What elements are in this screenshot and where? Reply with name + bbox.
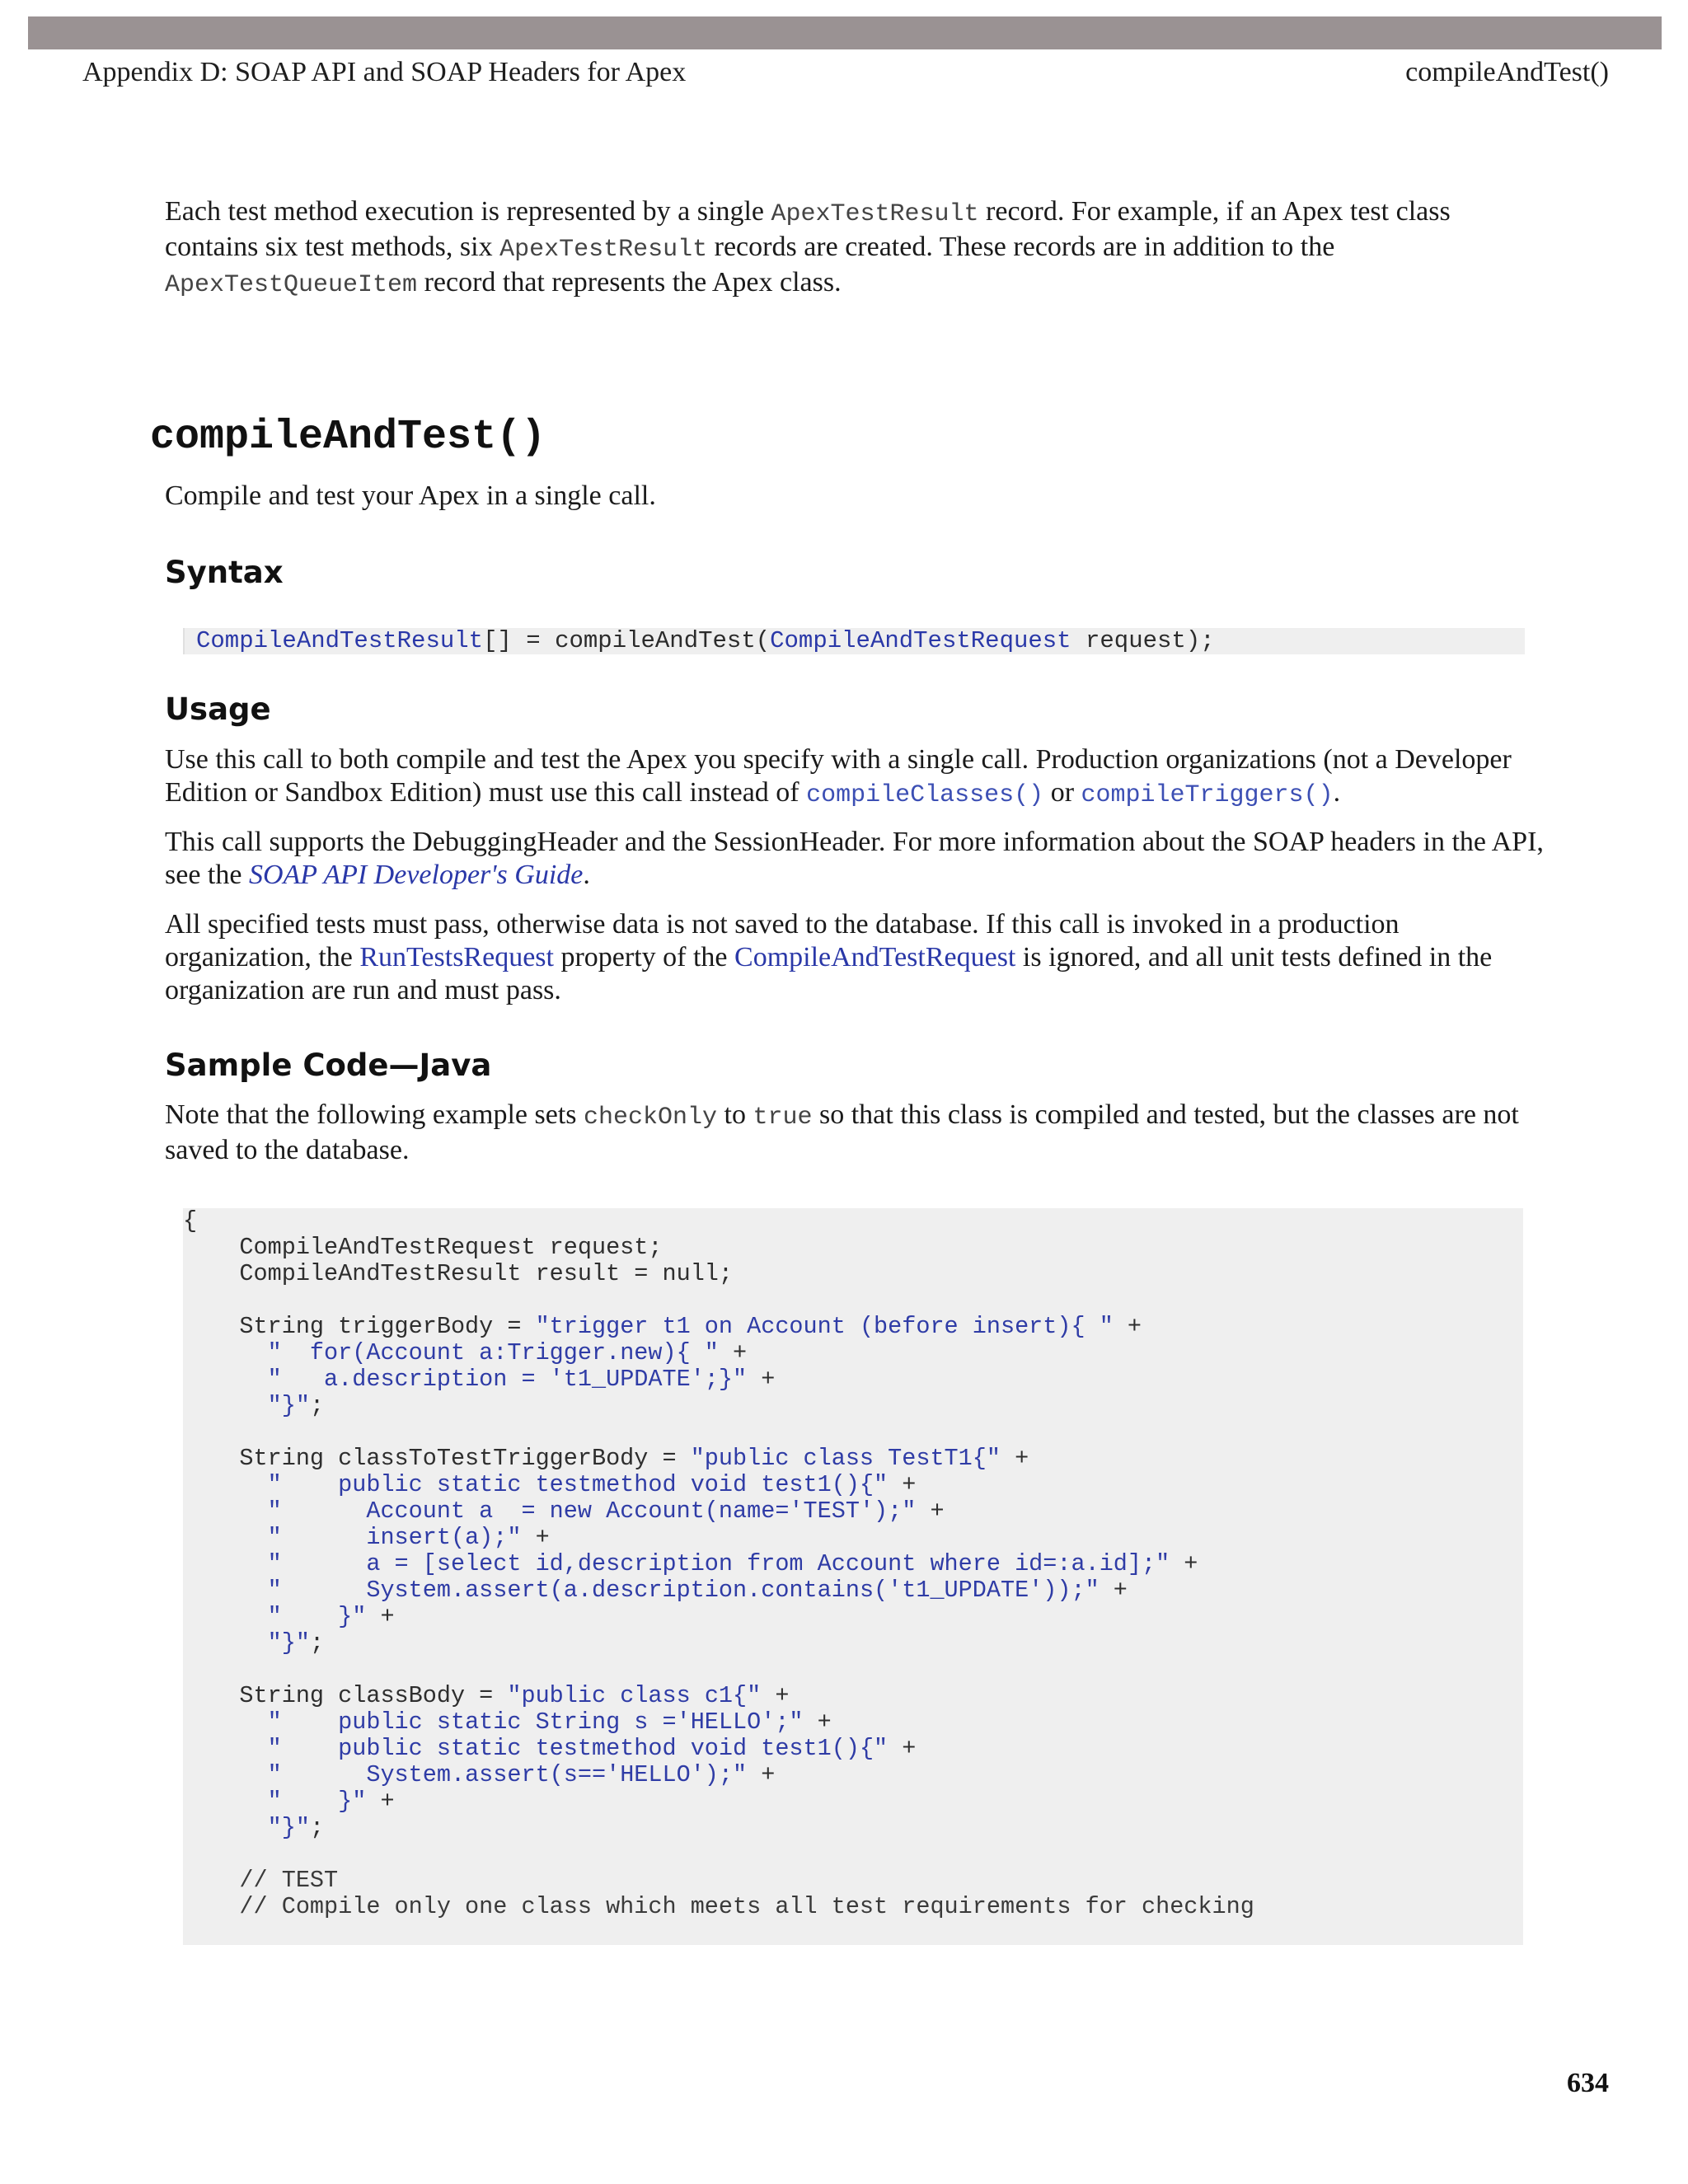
code-text: + <box>366 1788 395 1815</box>
code-text <box>183 1550 268 1577</box>
usage-p3-text-a: All specified tests must pass, otherwise data is not saved to the database. If this call is invoked in a production organization, the <box>165 909 1400 972</box>
syntax-mid: [] = compileAndTest( <box>483 627 771 654</box>
code-line <box>183 1709 1254 1736</box>
code-text: + <box>718 1339 748 1366</box>
code-text <box>183 1524 268 1551</box>
code-text: + <box>888 1735 917 1762</box>
usage-paragraph-2 <box>165 826 1550 892</box>
code-line <box>183 1208 1254 1235</box>
code-line <box>183 1788 1254 1815</box>
code-string: " Account a = new Account(name='TEST');" <box>267 1497 917 1525</box>
code-line <box>183 1841 1254 1868</box>
code-line <box>183 1815 1254 1841</box>
code-apextestresult: ApexTestResult <box>771 200 979 228</box>
code-apextestresult-2: ApexTestResult <box>499 236 708 264</box>
code-text: String classBody = <box>183 1682 508 1709</box>
code-line <box>183 1235 1254 1261</box>
code-text <box>183 1735 268 1762</box>
code-line <box>183 1762 1254 1788</box>
code-line <box>183 1657 1254 1683</box>
code-line <box>183 1498 1254 1525</box>
code-string: "trigger t1 on Account (before insert){ " <box>535 1313 1114 1340</box>
link-soap-api-developers-guide[interactable]: SOAP API Developer's Guide <box>248 860 584 890</box>
sample-text-c: so that this class is compiled and tested, but the classes are not saved to the database. <box>165 1099 1519 1165</box>
code-text: String classToTestTriggerBody = <box>183 1445 691 1472</box>
code-line <box>183 1525 1254 1551</box>
usage-paragraph-3 <box>165 908 1550 1007</box>
code-text <box>183 1708 268 1736</box>
code-line <box>183 1366 1254 1393</box>
code-string: "}" <box>267 1392 310 1419</box>
code-text: ; <box>309 1629 325 1657</box>
intro-text-a: Each test method execution is represented by a single <box>165 196 771 227</box>
code-string: "public class TestT1{" <box>690 1445 1001 1472</box>
running-header-chapter: Appendix D: SOAP API and SOAP Headers for Apex <box>82 57 687 87</box>
usage-p3-text-b: property of the <box>553 942 735 972</box>
code-text: CompileAndTestResult result = null; <box>183 1260 734 1287</box>
code-line <box>183 1261 1254 1287</box>
code-comment: // TEST <box>183 1867 339 1894</box>
code-string: " public static testmethod void test1(){" <box>267 1471 889 1498</box>
code-string: " public static testmethod void test1(){" <box>267 1735 889 1762</box>
code-string: " a = [select id,description from Account where id=:a.id];" <box>267 1550 1170 1577</box>
code-text <box>183 1577 268 1604</box>
code-text: + <box>803 1708 832 1736</box>
code-text: + <box>1170 1550 1198 1577</box>
sample-code-heading: Sample Code—Java <box>165 1047 492 1083</box>
code-string: " System.assert(a.description.contains('t1_UPDATE'));" <box>267 1577 1100 1604</box>
page-subtitle: Compile and test your Apex in a single call. <box>165 480 656 511</box>
code-line <box>183 1868 1254 1894</box>
code-checkonly: checkOnly <box>584 1104 718 1132</box>
link-compileandtestrequest-usage[interactable]: CompileAndTestRequest <box>734 942 1016 972</box>
sample-code-paragraph <box>165 1099 1550 1167</box>
code-string: "}" <box>267 1629 310 1657</box>
link-runtestsrequest[interactable]: RunTestsRequest <box>359 942 554 972</box>
code-text <box>183 1629 268 1657</box>
code-text <box>183 1497 268 1525</box>
link-compileandtestrequest[interactable]: CompileAndTestRequest <box>770 627 1071 654</box>
code-line <box>183 1287 1254 1314</box>
code-text: + <box>1113 1313 1142 1340</box>
code-text <box>183 1339 268 1366</box>
code-line <box>183 1683 1254 1709</box>
code-text: + <box>1000 1445 1029 1472</box>
code-text <box>183 1814 268 1841</box>
intro-paragraph <box>165 195 1550 302</box>
code-line <box>183 1472 1254 1498</box>
usage-p3-text-c: is ignored, and all unit tests defined in the organization are run and must pass. <box>165 942 1493 1005</box>
code-string: "public class c1{" <box>507 1682 762 1709</box>
usage-paragraph-1 <box>165 743 1550 812</box>
code-line <box>183 1604 1254 1630</box>
code-text: CompileAndTestRequest request; <box>183 1234 663 1261</box>
code-line <box>183 1446 1254 1472</box>
code-text: + <box>747 1761 776 1788</box>
code-text: { <box>183 1207 198 1235</box>
code-true: true <box>753 1104 813 1132</box>
code-line <box>183 1340 1254 1366</box>
code-text: + <box>521 1524 550 1551</box>
code-string: " for(Account a:Trigger.new){ " <box>267 1339 719 1366</box>
code-line <box>183 1736 1254 1762</box>
link-compileclasses[interactable]: compileClasses() <box>806 781 1044 809</box>
usage-p2-text-b: . <box>583 860 590 890</box>
code-text: + <box>747 1366 776 1393</box>
code-line <box>183 1630 1254 1657</box>
code-line <box>183 1419 1254 1446</box>
code-apextestqueueitem: ApexTestQueueItem <box>165 271 418 299</box>
code-comment: // Compile only one class which meets all test requirements for checking <box>183 1893 1254 1920</box>
code-line <box>183 1551 1254 1577</box>
code-text <box>183 1788 268 1815</box>
intro-text-b: record. For example, if an Apex test class contains six test methods, six <box>165 196 1451 262</box>
code-text: + <box>1099 1577 1128 1604</box>
usage-p1-text-b: or <box>1043 777 1081 808</box>
usage-p1-text-a: Use this call to both compile and test the Apex you specify with a single call. Production organizations (not a Developer Edition or Sandbox Edition) must use this call instead of <box>165 744 1512 808</box>
code-line <box>183 1314 1254 1340</box>
code-text: + <box>366 1603 395 1630</box>
page-title: compileAndTest() <box>150 414 546 461</box>
code-text: ; <box>309 1814 325 1841</box>
code-text <box>183 1366 268 1393</box>
code-text <box>183 1392 268 1419</box>
code-string: " a.description = 't1_UPDATE';}" <box>267 1366 748 1393</box>
code-text: + <box>916 1497 945 1525</box>
intro-text-d: record that represents the Apex class. <box>417 267 842 298</box>
code-line <box>183 1894 1254 1920</box>
usage-p2-text-a: This call supports the DebuggingHeader and the SessionHeader. For more information about the SOAP headers in the API, see the <box>165 827 1544 890</box>
link-compiletriggers[interactable]: compileTriggers() <box>1081 781 1334 809</box>
code-text: + <box>761 1682 790 1709</box>
code-line <box>183 1577 1254 1604</box>
page-top-bar <box>28 16 1662 49</box>
intro-text-c: records are created. These records are in addition to the <box>707 232 1335 262</box>
code-text <box>183 1761 268 1788</box>
page-number: 634 <box>1567 2068 1609 2098</box>
running-header-section: compileAndTest() <box>1405 57 1609 87</box>
code-text <box>183 1471 268 1498</box>
link-compileandtestresult[interactable]: CompileAndTestResult <box>196 627 484 654</box>
usage-p1-text-c: . <box>1333 777 1341 808</box>
sample-text-b: to <box>717 1099 753 1130</box>
code-string: " public static String s ='HELLO';" <box>267 1708 804 1736</box>
code-string: " }" <box>267 1788 367 1815</box>
code-text: String triggerBody = <box>183 1313 536 1340</box>
usage-heading: Usage <box>165 691 271 727</box>
syntax-code-line <box>196 628 1215 654</box>
code-line <box>183 1393 1254 1419</box>
code-string: " System.assert(s=='HELLO');" <box>267 1761 748 1788</box>
sample-text-a: Note that the following example sets <box>165 1099 584 1130</box>
code-text: + <box>888 1471 917 1498</box>
code-text <box>183 1603 268 1630</box>
code-string: " insert(a);" <box>267 1524 522 1551</box>
sample-code-lines <box>183 1208 1254 1920</box>
code-text: ; <box>309 1392 325 1419</box>
syntax-end: request); <box>1071 627 1215 654</box>
code-string: "}" <box>267 1814 310 1841</box>
syntax-heading: Syntax <box>165 555 284 590</box>
code-string: " }" <box>267 1603 367 1630</box>
